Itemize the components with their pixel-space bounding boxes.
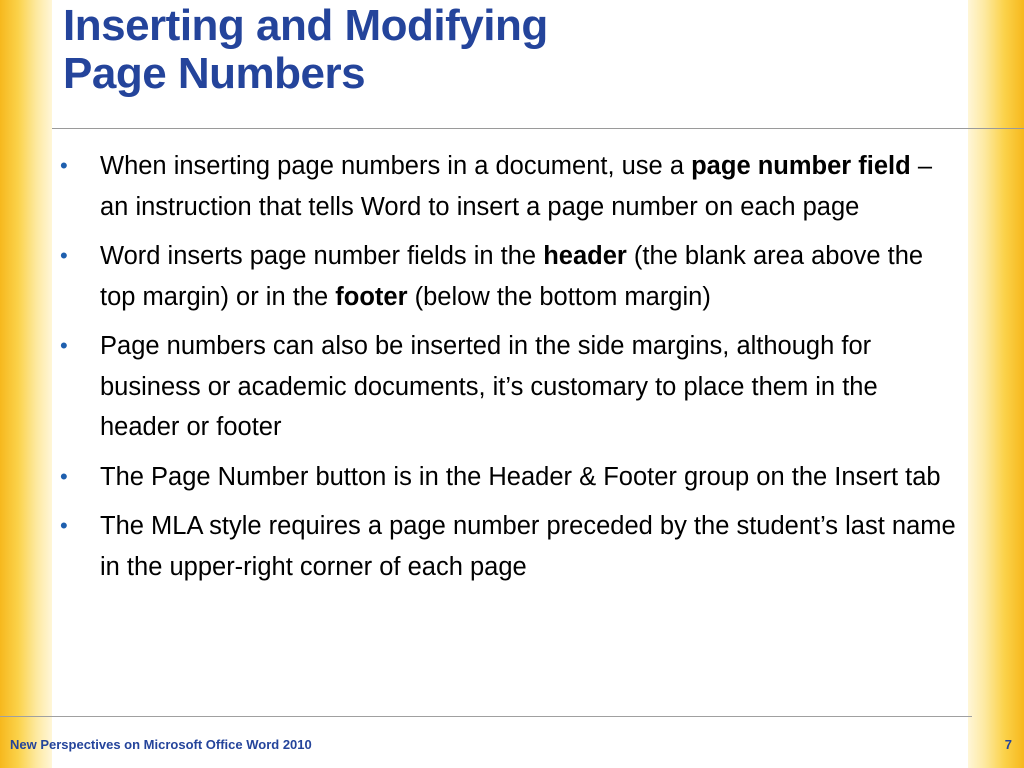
bold-term-footer: footer: [335, 282, 408, 311]
bullet-item-4: [60, 457, 960, 498]
bullet-text: [100, 242, 923, 311]
bold-term-page-number-field: page number field: [691, 152, 911, 180]
bullet-marker: •: [60, 243, 68, 268]
bullet-text: The MLA style requires a page number preceded by the student’s last name in the upper-right corner of each page: [100, 512, 956, 581]
bullet-text-run: When inserting page numbers in a document, use a: [100, 152, 692, 180]
bullet-text: The Page Number button is in the Header & Footer group on the Insert tab: [100, 462, 941, 491]
bullet-text-run: (the blank area above the top margin) or in the: [100, 242, 924, 311]
bullet-item-5: [60, 506, 960, 587]
bullet-text: [100, 152, 932, 221]
bullet-item-1: [60, 146, 960, 227]
bullet-text-run: Word inserts page number fields in the: [100, 242, 544, 270]
bullet-list: [60, 146, 960, 596]
footer-page-number: 7: [1004, 737, 1012, 752]
bold-term-header: header: [543, 242, 627, 270]
bullet-text: Page numbers can also be inserted in the side margins, although for business or academic documents, it’s customary to place them in the header or footer: [100, 332, 878, 441]
footer-divider: [0, 716, 972, 717]
left-decorative-band: [0, 0, 52, 768]
bullet-text-run: (below the bottom margin): [407, 282, 711, 311]
bullet-text-run: – an instruction that tells Word to insert a page number on each page: [100, 152, 933, 221]
slide-title: [63, 2, 548, 98]
bullet-marker: •: [60, 153, 68, 178]
bullet-marker: •: [60, 463, 68, 489]
bullet-marker: •: [60, 513, 68, 538]
right-decorative-band: [968, 0, 1024, 768]
bullet-item-3: [60, 326, 960, 448]
slide-title-line-2: Page Numbers: [63, 49, 366, 98]
bullet-item-2: [60, 236, 960, 317]
title-divider: [52, 128, 1024, 129]
footer-course-title: New Perspectives on Microsoft Office Word 2010: [10, 737, 312, 752]
slide-title-line-1: Inserting and Modifying: [63, 1, 548, 50]
bullet-marker: •: [60, 333, 68, 358]
